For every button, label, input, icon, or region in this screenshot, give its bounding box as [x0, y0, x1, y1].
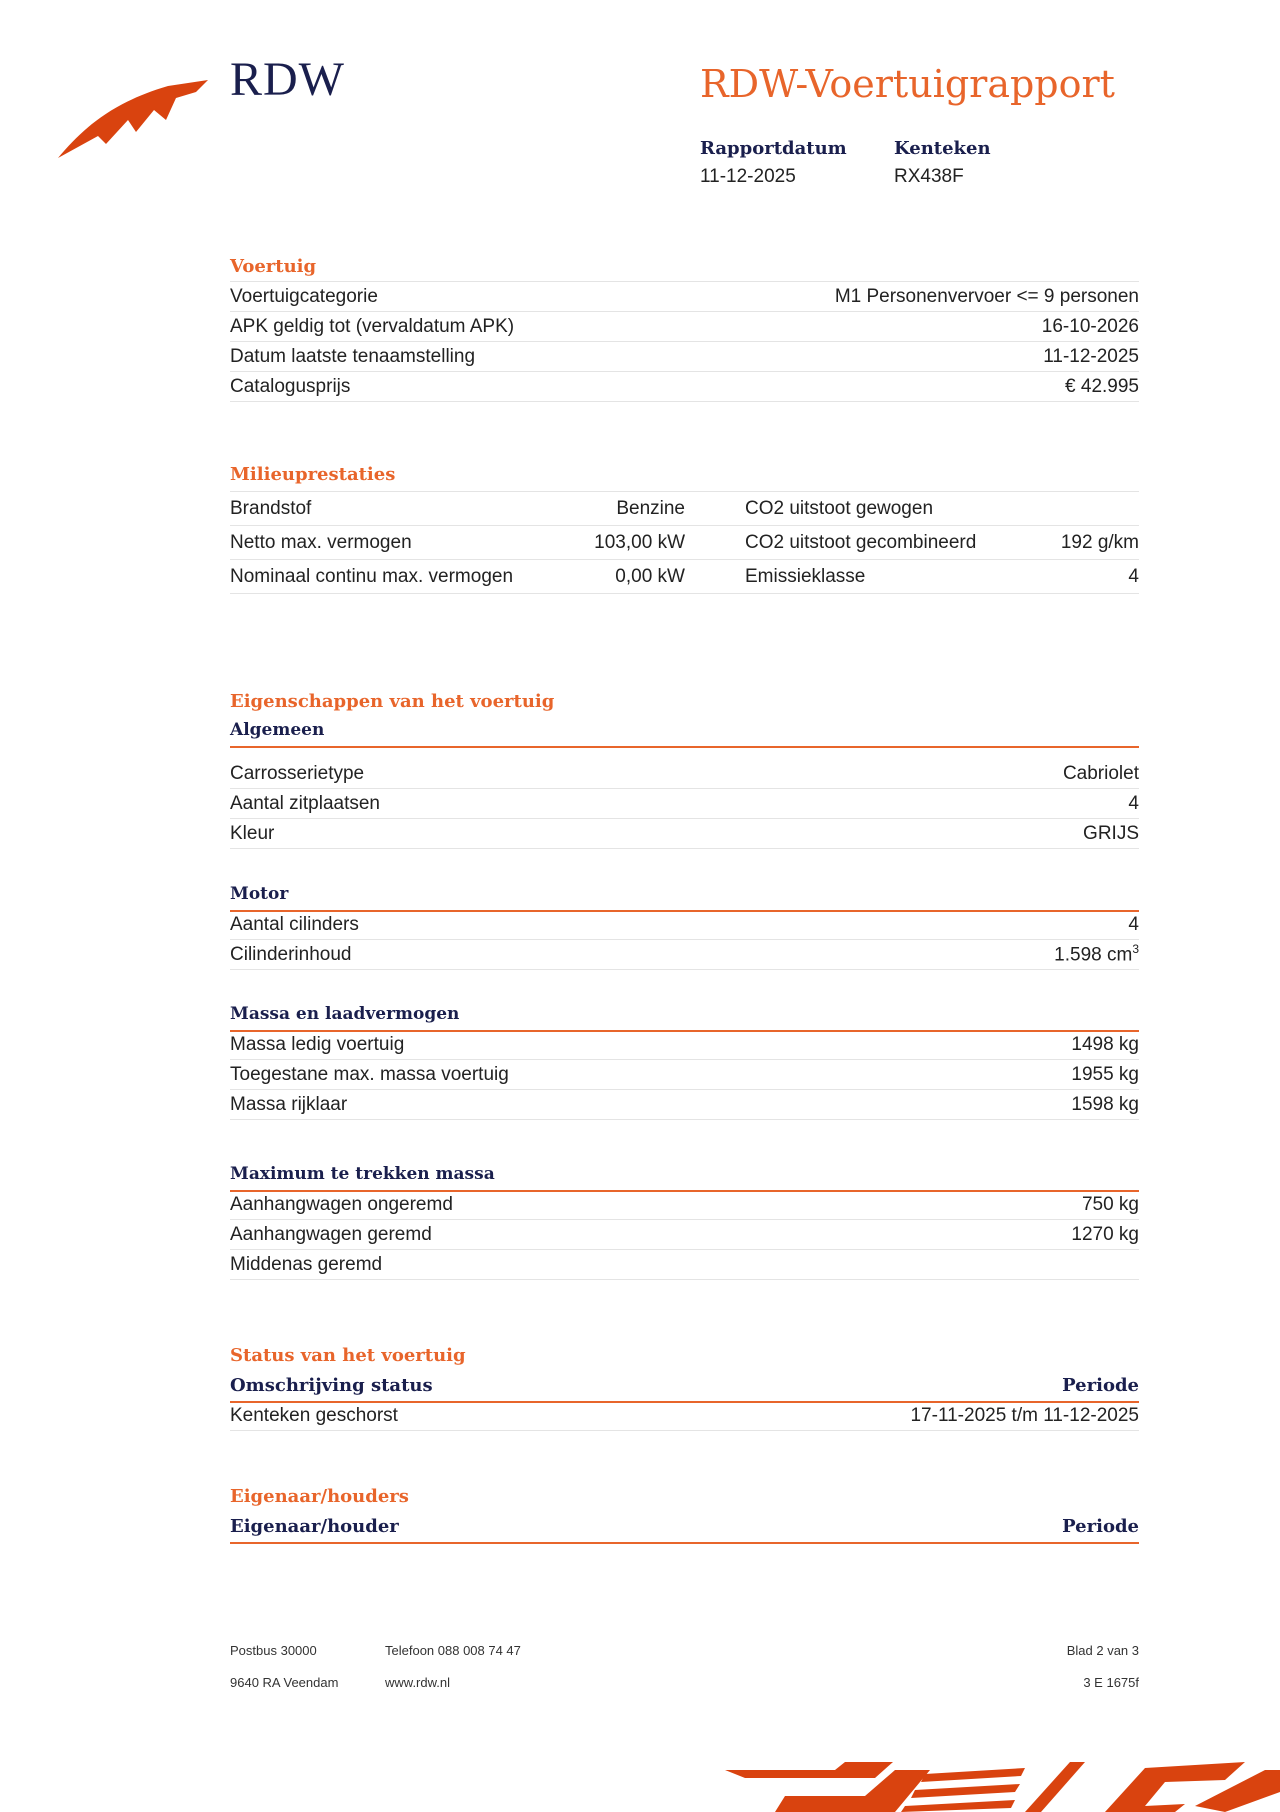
rdw-decorative-stripes	[725, 1762, 1280, 1812]
footer-page-number: Blad 2 van 3	[1066, 1643, 1139, 1658]
row-label: Emissieklasse	[745, 565, 866, 587]
row-value: M1 Personenvervoer <= 9 personen	[834, 285, 1139, 307]
row-value: 750 kg	[1081, 1193, 1139, 1215]
row-value: 1270 kg	[1071, 1223, 1139, 1245]
row-value: 1955 kg	[1071, 1063, 1139, 1085]
row-label: Middenas geremd	[230, 1253, 383, 1275]
row-value: 17-11-2025 t/m 11-12-2025	[910, 1404, 1139, 1426]
row-label: Netto max. vermogen	[230, 531, 412, 553]
table-row	[230, 1401, 1139, 1431]
row-label: Aanhangwagen ongeremd	[230, 1193, 453, 1215]
section-title-eigenaar: Eigenaar/houders	[230, 1486, 409, 1507]
eigenaar-header	[230, 1516, 1139, 1537]
table-row	[230, 1220, 1139, 1250]
row-value: 4	[1128, 565, 1139, 587]
kenteken-value: RX438F	[894, 166, 964, 187]
row-value: 4	[1128, 913, 1139, 935]
row-label: Massa rijklaar	[230, 1093, 348, 1115]
table-row	[230, 560, 1139, 594]
row-value: GRIJS	[1083, 822, 1139, 844]
row-label: CO2 uitstoot gewogen	[745, 497, 934, 519]
row-label: Aantal cilinders	[230, 913, 359, 935]
row-label: Cilinderinhoud	[230, 943, 352, 965]
row-label: Nominaal continu max. vermogen	[230, 565, 514, 587]
footer-website[interactable]: www.rdw.nl	[385, 1675, 451, 1690]
section-title-voertuig: Voertuig	[230, 256, 317, 277]
massa-table	[230, 1030, 1139, 1120]
divider	[230, 746, 1139, 748]
table-row	[230, 759, 1139, 789]
status-header	[230, 1375, 1139, 1396]
motor-table	[230, 910, 1139, 970]
table-row	[230, 1190, 1139, 1220]
table-row	[230, 1030, 1139, 1060]
rdw-logo-text: RDW	[230, 53, 345, 106]
table-row	[230, 491, 1139, 526]
report-title: RDW-Voertuigrapport	[700, 62, 1115, 106]
table-row	[230, 342, 1139, 372]
row-value: 103,00 kW	[594, 531, 685, 553]
row-value: € 42.995	[1065, 375, 1139, 397]
row-value: Cabriolet	[1062, 762, 1139, 784]
section-title-status: Status van het voertuig	[230, 1345, 466, 1366]
footer-document-code: 3 E 1675f	[1083, 1675, 1139, 1690]
footer-telefoon: Telefoon 088 008 74 47	[385, 1643, 521, 1658]
row-label: Massa ledig voertuig	[230, 1033, 405, 1055]
row-label: Datum laatste tenaamstelling	[230, 345, 476, 367]
table-row	[230, 281, 1139, 312]
row-value: 11-12-2025	[1043, 345, 1139, 367]
subsection-title-massa: Massa en laadvermogen	[230, 1004, 460, 1024]
row-label: Aanhangwagen geremd	[230, 1223, 432, 1245]
subsection-title-algemeen: Algemeen	[230, 720, 325, 740]
rapportdatum-label: Rapportdatum	[700, 138, 847, 159]
table-row	[230, 312, 1139, 342]
row-value: 16-10-2026	[1041, 315, 1139, 337]
row-value: 4	[1128, 792, 1139, 814]
table-row	[230, 1090, 1139, 1120]
status-table	[230, 1401, 1139, 1431]
row-label: APK geldig tot (vervaldatum APK)	[230, 315, 515, 337]
rapportdatum-value: 11-12-2025	[700, 166, 796, 187]
subsection-title-motor: Motor	[230, 884, 289, 904]
row-label: Catalogusprijs	[230, 375, 351, 397]
algemeen-table	[230, 759, 1139, 849]
column-header: Eigenaar/houder	[230, 1516, 399, 1537]
table-row	[230, 372, 1139, 402]
row-label: CO2 uitstoot gecombineerd	[745, 531, 977, 553]
rdw-logo-mark	[58, 80, 208, 162]
row-value: 1598 kg	[1071, 1093, 1139, 1115]
column-header: Omschrijving status	[230, 1375, 433, 1396]
row-label: Aantal zitplaatsen	[230, 792, 380, 814]
table-row	[230, 819, 1139, 849]
row-label: Brandstof	[230, 497, 312, 519]
table-row	[230, 910, 1139, 940]
table-row	[230, 1250, 1139, 1280]
voertuig-table	[230, 281, 1139, 402]
row-value: 1.598 $cm^3$	[1054, 942, 1139, 966]
row-label: Voertuigcategorie	[230, 285, 378, 307]
footer-postbus: Postbus 30000	[230, 1643, 317, 1658]
row-value: 0,00 kW	[615, 565, 685, 587]
column-header: Periode	[1062, 1516, 1139, 1537]
divider	[230, 1542, 1139, 1544]
table-row	[230, 789, 1139, 819]
footer-plaats: 9640 RA Veendam	[230, 1675, 339, 1690]
table-row	[230, 1060, 1139, 1090]
table-row	[230, 940, 1139, 970]
column-header: Periode	[1062, 1375, 1139, 1396]
row-label: Toegestane max. massa voertuig	[230, 1063, 509, 1085]
row-label: Kenteken geschorst	[230, 1404, 398, 1426]
table-row	[230, 526, 1139, 560]
row-label: Carrosserietype	[230, 762, 365, 784]
row-value: Benzine	[616, 497, 685, 519]
row-value: 192 g/km	[1060, 531, 1139, 553]
row-value: 1498 kg	[1071, 1033, 1139, 1055]
section-title-milieu: Milieuprestaties	[230, 464, 396, 485]
section-title-eigenschappen: Eigenschappen van het voertuig	[230, 691, 555, 712]
subsection-title-trekken: Maximum te trekken massa	[230, 1164, 495, 1184]
row-label: Kleur	[230, 822, 275, 844]
milieu-table	[230, 491, 1139, 594]
trekken-table	[230, 1190, 1139, 1280]
kenteken-label: Kenteken	[894, 138, 991, 159]
